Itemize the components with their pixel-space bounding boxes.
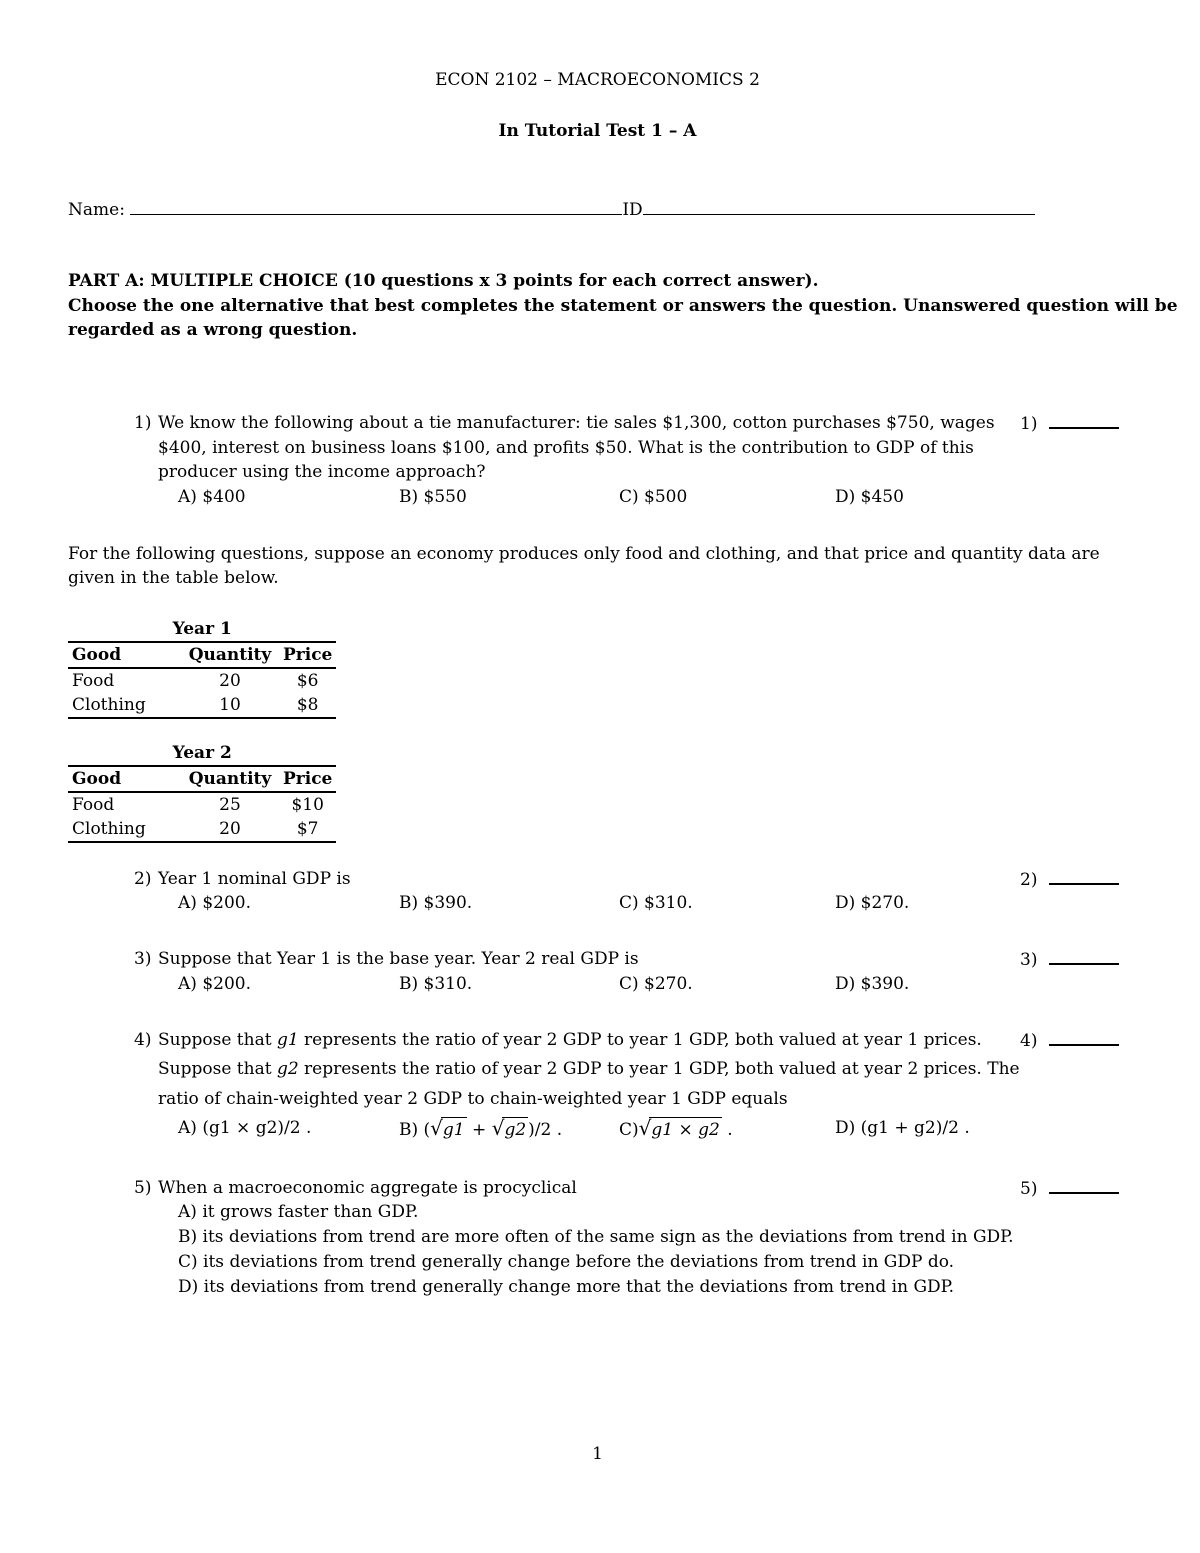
q3-option-d[interactable]: D) $390. xyxy=(835,974,910,994)
sqrt-icon: √ xyxy=(638,1116,652,1140)
year1-header-price: Price xyxy=(279,642,336,668)
part-a-heading: PART A: MULTIPLE CHOICE (10 questions x 3 points for each correct answer). xyxy=(68,271,819,291)
q4-answer-line[interactable] xyxy=(1049,1028,1119,1046)
q4-line1-end: represents the ratio of year 2 GDP to year 1 GDP, both valued at year 1 prices. xyxy=(298,1030,982,1050)
q4-var-g1: g1 xyxy=(276,1030,299,1050)
q4-option-b-suffix: )/2 . xyxy=(528,1120,563,1140)
q2-answer-label: 2) xyxy=(1020,870,1038,890)
q1-text-line1: We know the following about a tie manufacturer: tie sales $1,300, cotton purchases $750, wages xyxy=(158,413,995,433)
table-row xyxy=(68,693,336,718)
table-row xyxy=(68,817,336,842)
q5-option-b[interactable]: B) its deviations from trend are more often of the same sign as the deviations from trend in GDP. xyxy=(178,1227,1014,1247)
q4-option-b[interactable] xyxy=(399,1116,562,1142)
page-number: 1 xyxy=(592,1444,603,1464)
q1-text-line2: $400, interest on business loans $100, and profits $50. What is the contribution to GDP of this xyxy=(158,438,974,458)
name-field[interactable] xyxy=(130,194,622,215)
q3-text: Suppose that Year 1 is the base year. Year 2 real GDP is xyxy=(158,949,639,969)
id-label: ID xyxy=(622,200,643,220)
q4-var-g2: g2 xyxy=(276,1059,299,1079)
q1-number: 1) xyxy=(134,413,152,433)
q4-text-line3: ratio of chain-weighted year 2 GDP to chain-weighted year 1 GDP equals xyxy=(158,1089,788,1109)
q2-answer-line[interactable] xyxy=(1049,867,1119,885)
q1-option-c[interactable]: C) $500 xyxy=(619,487,688,507)
q4-text-line1 xyxy=(158,1028,982,1052)
year2-header-good: Good xyxy=(68,766,181,792)
q2-option-d[interactable]: D) $270. xyxy=(835,893,910,913)
q2-number: 2) xyxy=(134,869,152,889)
q4-answer[interactable] xyxy=(1020,1028,1119,1053)
year2-table xyxy=(68,741,336,843)
table-cell: Food xyxy=(72,671,115,691)
table-cell: Clothing xyxy=(68,693,181,718)
q4-option-b-g2: g2 xyxy=(502,1117,528,1142)
year2-header-quantity: Quantity xyxy=(181,766,279,792)
q2-option-a[interactable]: A) $200. xyxy=(178,893,251,913)
q4-option-b-g1: g1 xyxy=(441,1117,467,1142)
test-title: In Tutorial Test 1 – A xyxy=(498,121,697,141)
q3-option-a[interactable]: A) $200. xyxy=(178,974,251,994)
q5-answer-line[interactable] xyxy=(1049,1176,1119,1194)
table-row xyxy=(68,668,336,693)
q1-answer-label: 1) xyxy=(1020,414,1038,434)
table-cell: $10 xyxy=(291,795,324,815)
q3-option-c[interactable]: C) $270. xyxy=(619,974,693,994)
table-cell: 20 xyxy=(219,671,241,691)
q1-option-b[interactable]: B) $550 xyxy=(399,487,467,507)
table-row xyxy=(68,792,336,817)
sqrt-icon: √ xyxy=(430,1116,443,1140)
intro-text-line1: For the following questions, suppose an economy produces only food and clothing, and that price and quantity data are xyxy=(68,544,1100,564)
q4-text-line2 xyxy=(158,1057,1020,1081)
q4-answer-label: 4) xyxy=(1020,1031,1038,1051)
q4-line1-start: Suppose that xyxy=(158,1030,277,1050)
intro-text-line2: given in the table below. xyxy=(68,568,279,588)
year2-title: Year 2 xyxy=(172,743,232,763)
table-cell: 10 xyxy=(181,693,279,718)
q5-answer[interactable] xyxy=(1020,1176,1119,1201)
q1-option-a[interactable]: A) $400 xyxy=(178,487,246,507)
q2-option-b[interactable]: B) $390. xyxy=(399,893,473,913)
q4-option-d[interactable]: D) (g1 + g2)/2 . xyxy=(835,1118,970,1138)
part-a-instruction-cont: regarded as a wrong question. xyxy=(68,320,358,340)
q4-option-c-suffix: . xyxy=(721,1120,733,1140)
year1-title: Year 1 xyxy=(172,619,232,639)
sqrt-icon: √ xyxy=(491,1116,505,1140)
q2-answer[interactable] xyxy=(1020,867,1119,892)
year2-header-price: Price xyxy=(279,766,336,792)
q4-option-a[interactable]: A) (g1 × g2)/2 . xyxy=(178,1118,312,1138)
table-cell: $7 xyxy=(279,817,336,842)
table-cell: Clothing xyxy=(68,817,181,842)
q4-option-c-radicand: g1 × g2 xyxy=(649,1117,721,1142)
q1-text-line3: producer using the income approach? xyxy=(158,462,486,482)
q4-option-c-prefix: C) xyxy=(619,1120,639,1140)
table-cell: Food xyxy=(72,795,115,815)
table-cell: $8 xyxy=(279,693,336,718)
q4-option-b-prefix: B) ( xyxy=(399,1120,431,1140)
q4-option-c[interactable] xyxy=(619,1116,733,1142)
q5-option-c[interactable]: C) its deviations from trend generally change before the deviations from trend in GDP do. xyxy=(178,1252,955,1272)
q1-option-d[interactable]: D) $450 xyxy=(835,487,904,507)
q4-number: 4) xyxy=(134,1030,152,1050)
id-field[interactable] xyxy=(643,194,1035,215)
q4-line2-end: represents the ratio of year 2 GDP to year 1 GDP, both valued at year 2 prices. The xyxy=(298,1059,1020,1079)
part-a-instruction: Choose the one alternative that best completes the statement or answers the question. Unanswered question will be xyxy=(68,296,1178,316)
q1-answer[interactable] xyxy=(1020,411,1119,436)
name-label: Name: xyxy=(68,200,125,220)
q1-answer-line[interactable] xyxy=(1049,411,1119,429)
table-cell: 25 xyxy=(219,795,241,815)
course-title: ECON 2102 – MACROECONOMICS 2 xyxy=(435,70,760,90)
q5-answer-label: 5) xyxy=(1020,1179,1038,1199)
name-id-row xyxy=(68,194,1035,222)
year1-header-good: Good xyxy=(68,642,181,668)
q2-text: Year 1 nominal GDP is xyxy=(158,869,351,889)
q3-answer-line[interactable] xyxy=(1049,947,1119,965)
q5-number: 5) xyxy=(134,1178,152,1198)
year1-table xyxy=(68,617,336,719)
q5-option-a[interactable]: A) it grows faster than GDP. xyxy=(178,1202,419,1222)
q5-text: When a macroeconomic aggregate is procyclical xyxy=(158,1178,577,1198)
q5-option-d[interactable]: D) its deviations from trend generally change more that the deviations from trend in GDP. xyxy=(178,1277,955,1297)
q3-answer-label: 3) xyxy=(1020,950,1038,970)
q3-answer[interactable] xyxy=(1020,947,1119,972)
q4-option-b-plus: + xyxy=(466,1120,492,1140)
q4-line2-start: Suppose that xyxy=(158,1059,277,1079)
q2-option-c[interactable]: C) $310. xyxy=(619,893,693,913)
table-cell: 20 xyxy=(181,817,279,842)
table-cell: $6 xyxy=(296,671,319,691)
year1-header-quantity: Quantity xyxy=(181,642,279,668)
q3-number: 3) xyxy=(134,949,152,969)
q3-option-b[interactable]: B) $310. xyxy=(399,974,473,994)
